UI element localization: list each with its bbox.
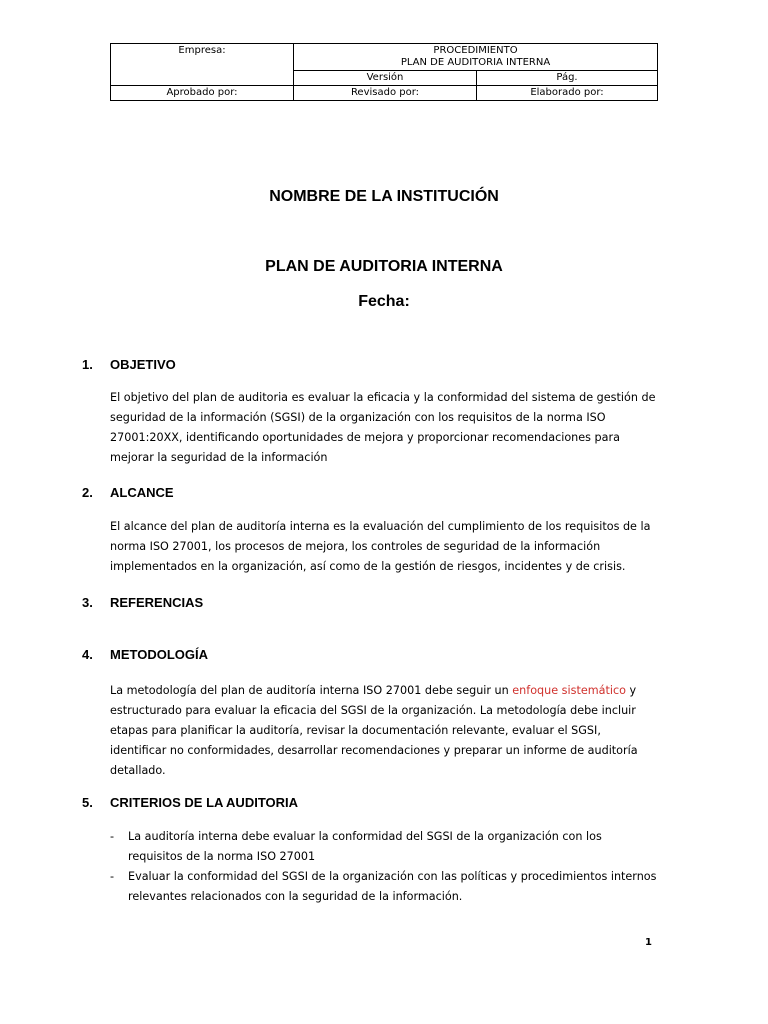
institution-title: NOMBRE DE LA INSTITUCIÓN	[269, 188, 499, 205]
procedimiento-line2: PLAN DE AUDITORIA INTERNA	[400, 57, 551, 68]
section-title: CRITERIOS DE LA AUDITORIA	[110, 795, 299, 810]
plan-title: PLAN DE AUDITORIA INTERNA	[265, 258, 503, 275]
aprobado-label: Aprobado por:	[166, 87, 238, 98]
revisado-label: Revisado por:	[350, 87, 420, 98]
section-heading-objetivo	[82, 357, 176, 372]
version-label: Versión	[366, 72, 404, 83]
pag-cell	[477, 71, 658, 86]
elaborado-label: Elaborado por:	[530, 87, 604, 98]
bullet-dash: -	[110, 830, 115, 843]
section-title: OBJETIVO	[110, 357, 176, 372]
pag-label: Pág.	[556, 72, 578, 83]
aprobado-cell	[111, 86, 294, 101]
procedimiento-line1: PROCEDIMIENTO	[433, 45, 518, 56]
empresa-cell	[111, 44, 294, 86]
section-heading-criterios	[82, 795, 298, 810]
section-heading-metodologia	[82, 647, 208, 662]
elaborado-cell	[477, 86, 658, 101]
criterios-bullet-list	[110, 827, 658, 907]
version-cell	[294, 71, 477, 86]
procedimiento-cell	[294, 44, 658, 71]
section-title: ALCANCE	[110, 485, 174, 500]
date-label: Fecha:	[358, 293, 410, 310]
section-title: METODOLOGÍA	[110, 647, 208, 662]
document-header-table	[110, 43, 658, 101]
list-item	[110, 827, 658, 867]
section-text-alcance: El alcance del plan de auditoría interna es la evaluación del cumplimiento de los requisitos de la norma ISO 27001, los procesos de mejora, los controles de seguridad de la información implementados en la organización, así como de la gestión de riesgos, incidentes y de crisis.	[110, 520, 651, 573]
section-number: 4.	[82, 647, 93, 662]
section-heading-alcance	[82, 485, 174, 500]
section-heading-referencias	[82, 595, 203, 610]
empresa-label: Empresa:	[178, 45, 226, 56]
list-item-text: Evaluar la conformidad del SGSI de la organización con las políticas y procedimientos internos relevantes relacionados con la seguridad de la información.	[128, 870, 657, 903]
list-item-text: La auditoría interna debe evaluar la conformidad del SGSI de la organización con los requisitos de la norma ISO 27001	[128, 830, 602, 863]
metodologia-text-after: y estructurado para evaluar la eficacia del SGSI de la organización. La metodología debe incluir etapas para planificar la auditoría, revisar la documentación relevante, evaluar el SGSI, identificar no conformidades, desarrollar recomendaciones y preparar un informe de auditoría detallado.	[110, 684, 638, 777]
section-number: 2.	[82, 485, 93, 500]
bullet-dash: -	[110, 870, 115, 883]
page-number: 1	[645, 937, 652, 948]
section-number: 3.	[82, 595, 93, 610]
section-number: 1.	[82, 357, 93, 372]
list-item	[110, 867, 658, 907]
section-text-objetivo: El objetivo del plan de auditoria es evaluar la eficacia y la conformidad del sistema de gestión de seguridad de la información (SGSI) de la organización con los requisitos de la norma ISO 27001:20XX, identificando oportunidades de mejora y proporcionar recomendaciones para mejorar la seguridad de la información	[110, 391, 656, 464]
section-text-metodologia	[110, 681, 658, 781]
section-title: REFERENCIAS	[110, 595, 204, 610]
metodologia-text-before: La metodología del plan de auditoría interna ISO 27001 debe seguir un	[110, 684, 513, 697]
section-number: 5.	[82, 795, 93, 810]
metodologia-highlight: enfoque sistemático	[512, 684, 626, 697]
revisado-cell	[294, 86, 477, 101]
